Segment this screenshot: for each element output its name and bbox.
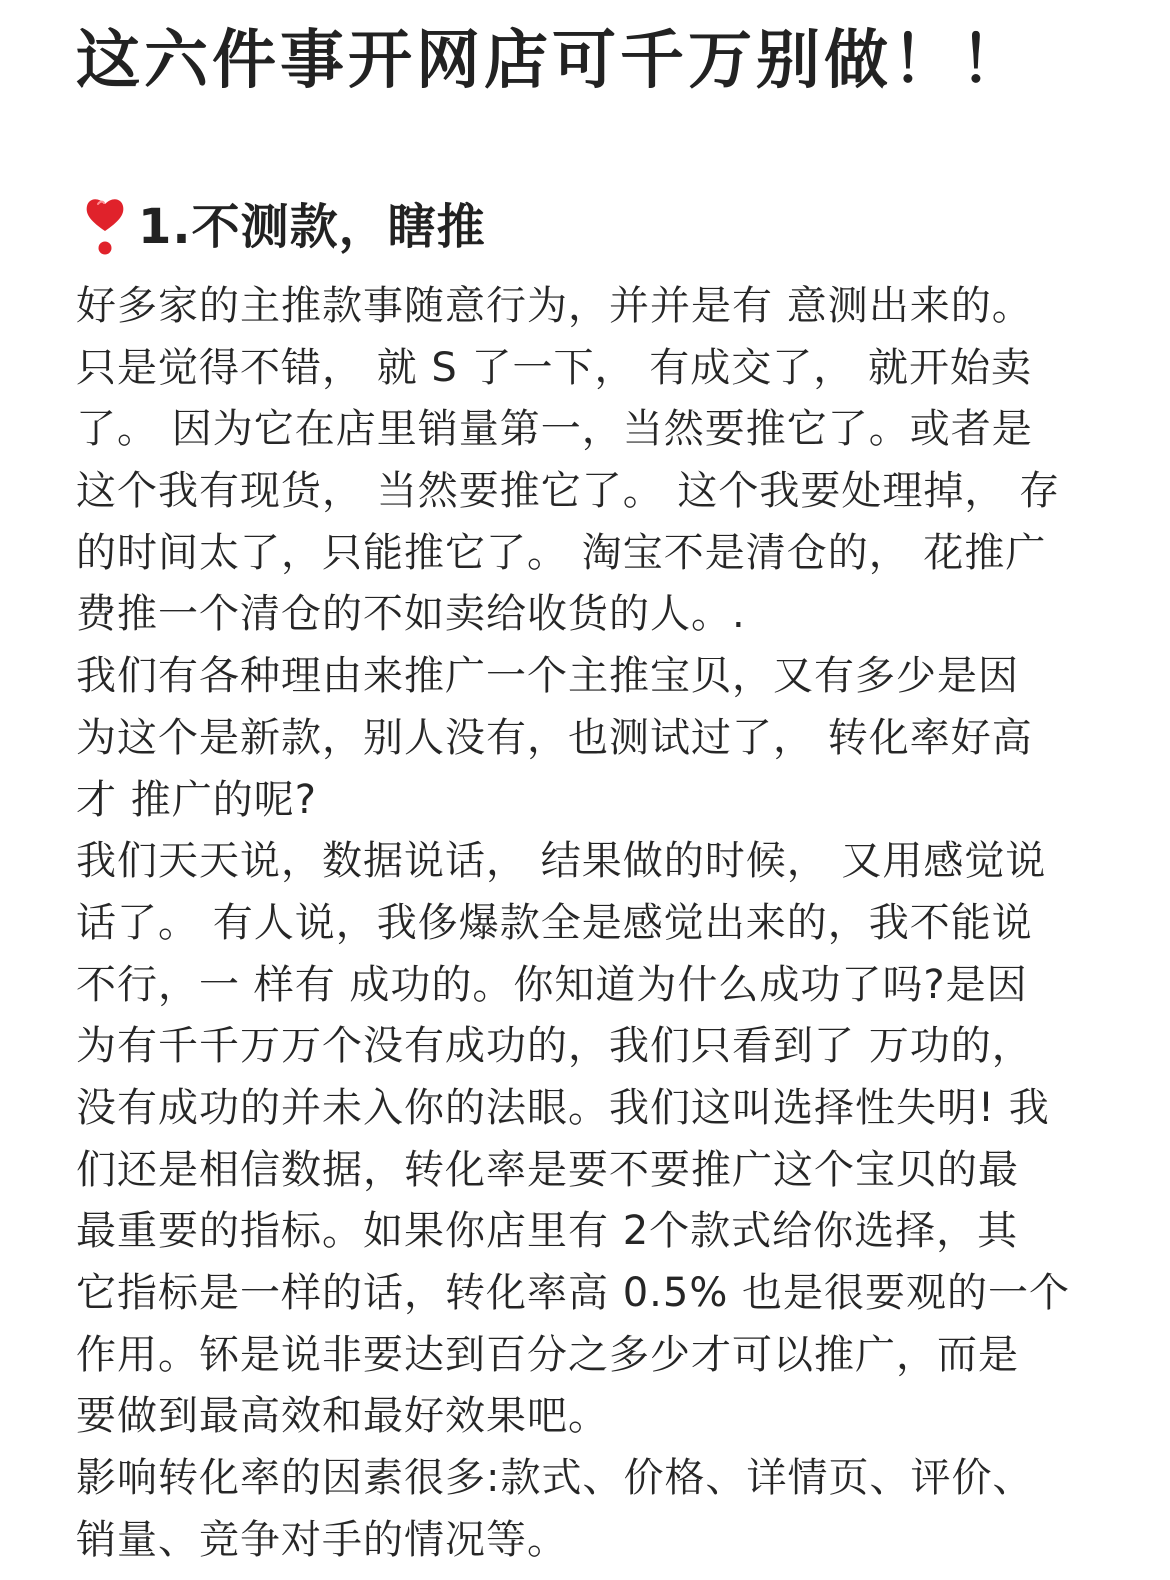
body-line: 它指标是一样的话，转化率高 0.5% 也是很要观的一个: [76, 1270, 1071, 1316]
body-line: 我们天天说，数据说话， 结果做的时候， 又用感觉说: [76, 838, 1047, 885]
page-title: 这六件事开网店可千万别做！！: [76, 24, 1028, 98]
body-line: 话了。 有人说，我侈爆款全是感觉出来的，我不能说: [76, 899, 1033, 946]
body-line: 们还是相信数据，转化率是要不要推广这个宝贝的最: [76, 1146, 1019, 1193]
body-line: 的时间太了，只能推它了。 淘宝不是清仓的， 花推广: [76, 529, 1047, 576]
section-heading-text: 1.不测款，瞎推: [138, 199, 486, 255]
body-line: 我们有各种理由来推广一个主推宝贝，又有多少是因: [76, 653, 1019, 700]
body-line: 好多家的主推款事随意行为，并并是有 意测出来的。: [76, 283, 1033, 329]
body-line: 为这个是新款，别人没有，也测试过了， 转化率好高: [76, 714, 1033, 761]
body-line: 费推一个清仓的不如卖给收货的人。.: [76, 591, 746, 638]
body-line: 才 推广的呢?: [76, 776, 317, 823]
heart-exclamation-icon: [84, 195, 126, 259]
body-line: 影响转化率的因素很多:款式、价格、详情页、评价、: [76, 1455, 1034, 1502]
body-line: 没有成功的并未入你的法眼。我们这叫选择性失明! 我: [76, 1084, 1050, 1131]
body-line: 这个我有现货， 当然要推它了。 这个我要处理掉， 存: [76, 468, 1061, 515]
body-line: 不行，一 样有 成功的。你知道为什么成功了吗?是因: [76, 961, 1028, 1008]
body-line: 只是觉得不错， 就 S 了一下， 有成交了， 就开始卖: [76, 344, 1032, 391]
body-line: 为有千千万万个没有成功的，我们只看到了 万功的，: [76, 1023, 1033, 1070]
body-line: 销量、竞争对手的情况等。: [76, 1516, 568, 1563]
section-heading: [76, 188, 1170, 266]
body-line: 了。 因为它在店里销量第一，当然要推它了。或者是: [76, 406, 1033, 453]
section-body: [76, 276, 1086, 1571]
body-line: 要做到最高效和最好效果吧。: [76, 1393, 609, 1440]
body-line: 最重要的指标。如果你店里有 2个款式给你选择，其: [76, 1208, 1019, 1255]
body-line: 作用。钚是说非要达到百分之多少才可以推广，而是: [76, 1331, 1019, 1378]
